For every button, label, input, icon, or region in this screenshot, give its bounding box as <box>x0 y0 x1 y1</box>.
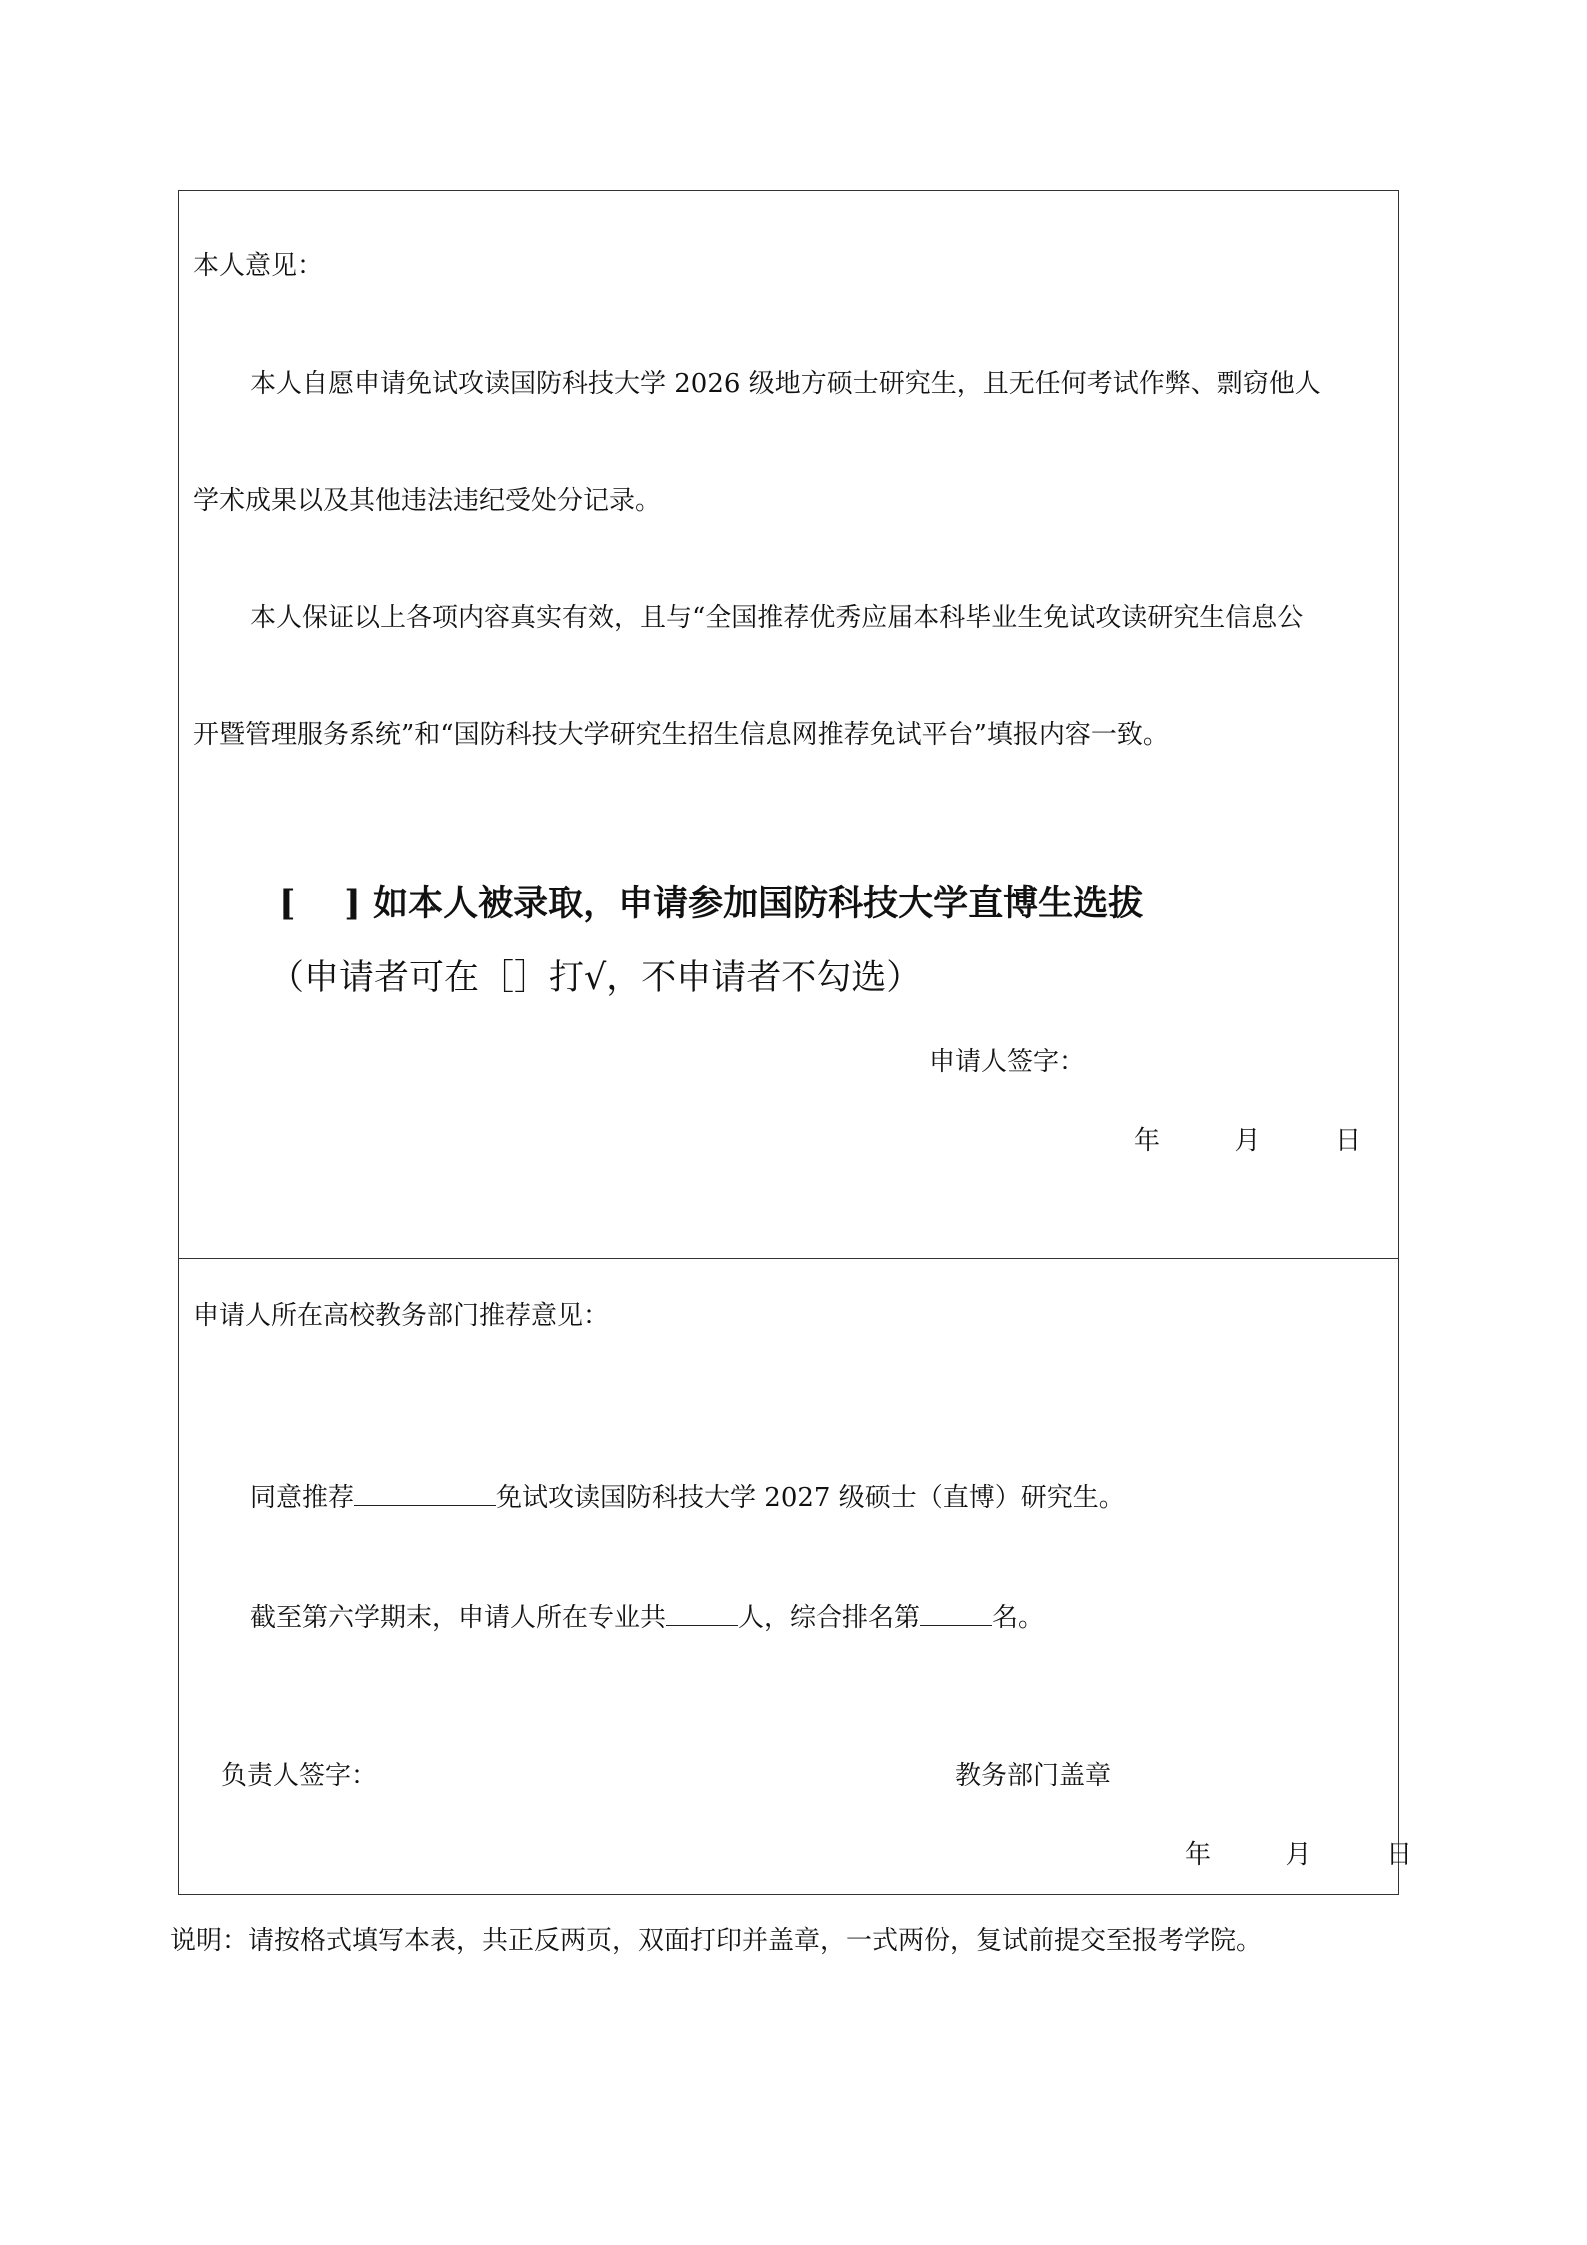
recommend-suffix: 免试攻读国防科技大学 2027 级硕士（直博）研究生。 <box>496 1483 1125 1513</box>
ranking-part-1: 截至第六学期末，申请人所在专业共 <box>250 1603 667 1633</box>
recommend-line <box>250 1483 1125 1511</box>
application-form-table <box>178 190 1413 1895</box>
applicant-date <box>1134 1128 1361 1154</box>
applicant-date-day: 日 <box>1335 1126 1362 1156</box>
guarantee-line-1: 本人保证以上各项内容真实有效，且与“全国推荐优秀应届本科毕业生免试攻读研究生信息公 <box>250 603 1304 633</box>
direct-phd-label: 如本人被录取，申请参加国防科技大学直博生选拔 <box>373 883 1144 924</box>
guarantee-line-2: 开暨管理服务系统”和“国防科技大学研究生招生信息网推荐免试平台”填报内容一致。 <box>193 720 1169 750</box>
major-total-blank[interactable] <box>666 1603 738 1626</box>
recommend-prefix: 同意推荐 <box>250 1483 355 1513</box>
declaration-line-2: 学术成果以及其他违法违纪受处分记录。 <box>193 486 662 516</box>
applicant-signature-label: 申请人签字： <box>929 1047 1086 1077</box>
recommended-name-blank[interactable] <box>354 1483 496 1506</box>
declaration-line-1: 本人自愿申请免试攻读国防科技大学 2026 级地方硕士研究生，且无任何考试作弊、剽窃他人 <box>250 369 1321 399</box>
stamp-label: 教务部门盖章 <box>955 1761 1112 1791</box>
direct-phd-option <box>279 883 1144 924</box>
personal-opinion-heading: 本人意见： <box>193 251 324 281</box>
school-date-day: 日 <box>1386 1840 1413 1870</box>
school-recommendation-heading: 申请人所在高校教务部门推荐意见： <box>193 1301 610 1331</box>
footer-note: 说明：请按格式填写本表，共正反两页，双面打印并盖章，一式两份，复试前提交至报考学院。 <box>170 1926 1263 1956</box>
applicant-date-month: 月 <box>1234 1126 1261 1156</box>
ranking-part-2: 人，综合排名第 <box>738 1603 921 1633</box>
checkbox-hint: （申请者可在［］打√，不申请者不勾选） <box>269 958 922 998</box>
school-date <box>1185 1842 1412 1868</box>
personal-opinion-section <box>179 191 1398 1259</box>
school-date-month: 月 <box>1285 1840 1312 1870</box>
direct-phd-checkbox[interactable]: [ ] <box>279 883 361 924</box>
rank-position-blank[interactable] <box>920 1603 992 1626</box>
school-recommendation-section <box>179 1259 1413 1894</box>
applicant-date-year: 年 <box>1134 1126 1161 1156</box>
ranking-line <box>250 1603 1044 1631</box>
ranking-part-3: 名。 <box>992 1603 1045 1633</box>
school-date-year: 年 <box>1185 1840 1212 1870</box>
responsible-signature-label: 负责人签字： <box>221 1761 378 1791</box>
